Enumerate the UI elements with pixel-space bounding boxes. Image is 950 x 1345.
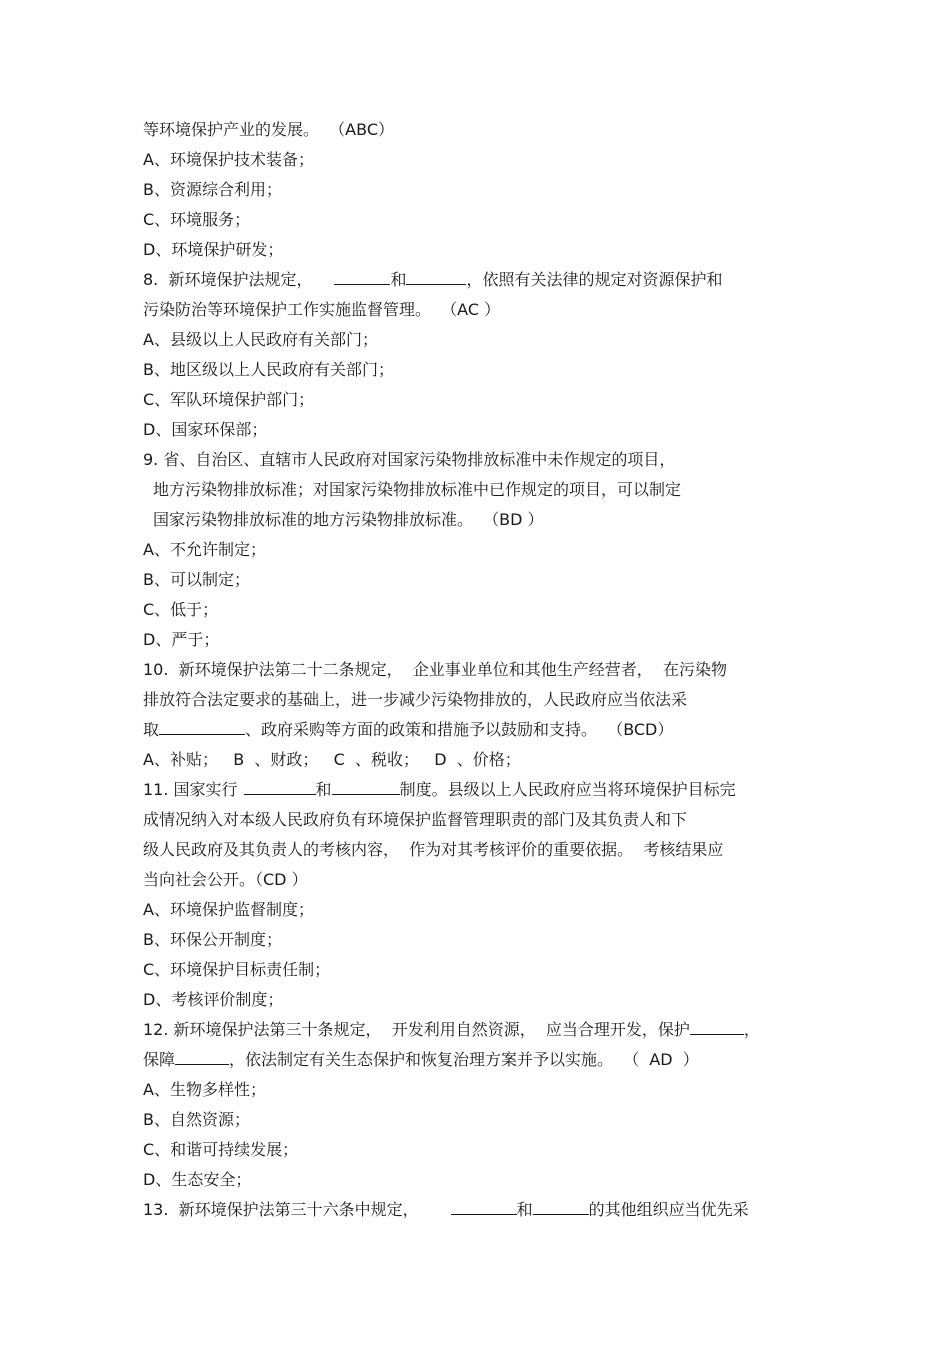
q12-text-d: ，依法制定有关生态保护和恢复治理方案并予以实施。 （ AD ） [229, 1050, 699, 1069]
q11-text-b: 制度。县级以上人民政府应当将环境保护目标完 [399, 780, 736, 799]
q8-option-c: C、军队环境保护部门； [143, 390, 315, 409]
q9-option-d: D、严于； [143, 630, 220, 649]
q11-blank-2 [332, 780, 400, 795]
q10-text-a: 取 [143, 720, 160, 739]
question-12-stem [143, 1020, 760, 1040]
q13-blank-2 [533, 1200, 589, 1215]
q10-text-b: 、政府采购等方面的政策和措施予以鼓励和支持。 （BCD） [245, 720, 674, 739]
q11-text-a: 11. 国家实行 [143, 780, 238, 799]
q8-text-b: ，依照有关法律的规定对资源保护和 [466, 270, 723, 289]
q11-option-d: D、考核评价制度； [143, 990, 284, 1009]
q8-option-b: B、地区级以上人民政府有关部门； [143, 360, 394, 379]
q13-text-a: 13. 新环境保护法第三十六条中规定， [143, 1200, 419, 1219]
q12-option-d: D、生态安全； [143, 1170, 252, 1189]
q13-blank-1 [451, 1200, 517, 1215]
question-13-stem [143, 1200, 749, 1220]
q12-blank-1 [690, 1020, 744, 1035]
q7-option-c: C、环境服务； [143, 210, 251, 229]
question-9-stem: 9. 省、自治区、直辖市人民政府对国家污染物排放标准中未作规定的项目， [143, 450, 676, 469]
q9-option-b: B、可以制定； [143, 570, 250, 589]
question-11-stem [143, 780, 736, 800]
question-10-stem: 10. 新环境保护法第二十二条规定， 企业事业单位和其他生产经营者， 在污染物 [143, 660, 727, 679]
q12-option-a: A、生物多样性； [143, 1080, 266, 1099]
q12-option-b: B、自然资源； [143, 1110, 250, 1129]
q8-text-a: 8. 新环境保护法规定， [143, 270, 313, 289]
question-9-stem-cont-1: 地方污染物排放标准；对国家污染物排放标准中已作规定的项目，可以制定 [153, 480, 682, 499]
q13-and: 和 [516, 1200, 533, 1219]
question-8-stem-cont: 污染防治等环境保护工作实施监督管理。 （AC ） [143, 300, 501, 319]
question-7-stem-end: 等环境保护产业的发展。 （ABC） [143, 120, 394, 139]
question-10-stem-cont-2 [143, 720, 673, 740]
q12-text-c: 保障 [143, 1050, 176, 1069]
q12-text-a: 12. 新环境保护法第三十条规定， 开发利用自然资源， 应当合理开发，保护 [143, 1020, 690, 1039]
question-9-stem-cont-2: 国家污染物排放标准的地方污染物排放标准。 （BD ） [153, 510, 544, 529]
q9-option-a: A、不允许制定； [143, 540, 266, 559]
q8-blank-2 [406, 270, 466, 285]
q8-option-d: D、国家环保部； [143, 420, 268, 439]
question-11-stem-cont-1: 成情况纳入对本级人民政府负有环境保护监督管理职责的部门及其负责人和下 [143, 810, 688, 829]
q8-option-a: A、县级以上人民政府有关部门； [143, 330, 378, 349]
question-11-stem-cont-2: 级人民政府及其负责人的考核内容， 作为对其考核评价的重要依据。 考核结果应 [143, 840, 724, 859]
q12-option-c: C、和谐可持续发展； [143, 1140, 299, 1159]
q11-blank-1 [244, 780, 316, 795]
question-10-stem-cont-1: 排放符合法定要求的基础上，进一步减少污染物排放的，人民政府应当依法采 [143, 690, 688, 709]
q7-option-d: D、环境保护研发； [143, 240, 284, 259]
q10-options: A、补贴； B 、财政； C 、税收； D 、价格； [143, 750, 521, 769]
q11-and: 和 [315, 780, 332, 799]
q7-option-b: B、资源综合利用； [143, 180, 282, 199]
q8-and: 和 [390, 270, 407, 289]
q11-option-b: B、环保公开制度； [143, 930, 282, 949]
question-12-stem-cont [143, 1050, 699, 1070]
q9-option-c: C、低于； [143, 600, 219, 619]
question-11-stem-cont-3: 当向社会公开。（CD ） [143, 870, 308, 889]
q13-text-b: 的其他组织应当优先采 [588, 1200, 749, 1219]
q10-blank [159, 720, 245, 735]
q8-blank-1 [334, 270, 390, 285]
question-8-stem [143, 270, 722, 290]
q12-text-b: ， [743, 1020, 760, 1039]
q11-option-c: C、环境保护目标责任制； [143, 960, 331, 979]
q11-option-a: A、环境保护监督制度； [143, 900, 314, 919]
q7-option-a: A、环境保护技术装备； [143, 150, 314, 169]
q12-blank-2 [175, 1050, 229, 1065]
